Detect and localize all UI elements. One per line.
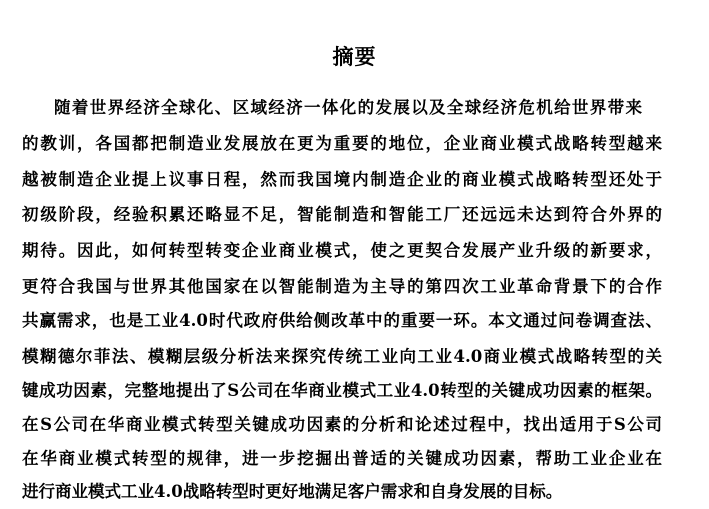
- abstract-line-10: 在S公司在华商业模式转型关键成功因素的分析和论述过程中，找出适用于S公司: [22, 415, 662, 434]
- abstract-title: 摘要: [332, 45, 377, 69]
- abstract-line-8: 模糊德尔菲法、模糊层级分析法来探究传统工业向工业4.0商业模式战略转型的关: [22, 347, 662, 366]
- abstract-line-9: 键成功因素，完整地提出了S公司在华商业模式工业4.0转型的关键成功因素的框架。: [22, 381, 662, 400]
- abstract-line-1: 随着世界经济全球化、区域经济一体化的发展以及全球经济危机给世界带来: [54, 98, 642, 117]
- abstract-line-6: 更符合我国与世界其他国家在以智能制造为主导的第四次工业革命背景下的合作: [22, 277, 662, 296]
- abstract-line-4: 初级阶段，经验积累还略显不足，智能制造和智能工厂还远远未达到符合外界的: [22, 205, 662, 224]
- abstract-line-5: 期待。因此，如何转型转变企业商业模式，使之更契合发展产业升级的新要求，: [22, 241, 662, 260]
- abstract-line-12: 进行商业模式工业4.0战略转型时更好地满足客户需求和自身发展的目标。: [22, 482, 563, 501]
- abstract-line-11: 在华商业模式转型的规律，进一步挖掘出普适的关键成功因素，帮助工业企业在: [22, 449, 662, 468]
- abstract-line-2: 的教训，各国都把制造业发展放在更为重要的地位，企业商业模式战略转型越来: [22, 134, 662, 153]
- abstract-line-3: 越被制造企业提上议事日程，然而我国境内制造企业的商业模式战略转型还处于: [22, 170, 662, 189]
- abstract-line-7: 共赢需求，也是工业4.0时代政府供给侧改革中的重要一环。本文通过问卷调查法、: [22, 311, 662, 330]
